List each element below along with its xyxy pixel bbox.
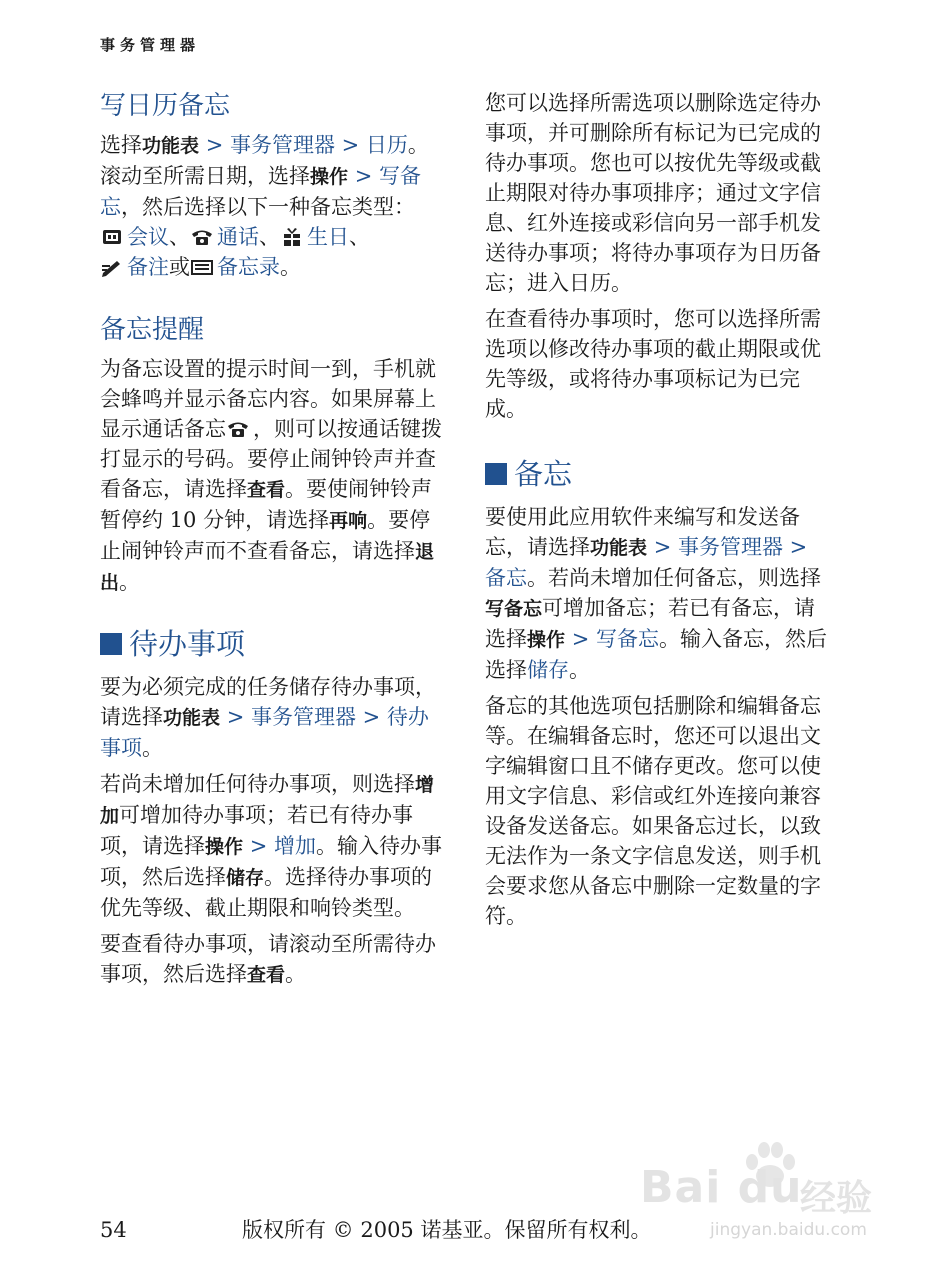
paragraph-todo-intro: 要为必须完成的任务储存待办事项，请选择功能表 > 事务管理器 > 待办事项。 xyxy=(100,675,436,760)
right-column xyxy=(485,88,830,937)
section-square-marker xyxy=(100,633,122,655)
type-call: 通话 xyxy=(217,225,259,249)
memo-icon xyxy=(100,255,124,275)
phone-icon xyxy=(190,225,214,245)
paragraph-calendar-note: 选择功能表 > 事务管理器 > 日历。滚动至所需日期，选择操作 > 写备忘，然后选择以下一种备忘类型： 会议、 通话、 生日、 备注或 备忘录。 xyxy=(100,133,429,279)
watermark-logo: Bai du xyxy=(640,1162,803,1213)
type-birthday: 生日 xyxy=(307,225,349,249)
link-term: 日历 xyxy=(365,133,408,157)
paragraph-todo-edit: 在查看待办事项时，您可以选择所需选项以修改待办事项的截止期限或优先等级，或将待办事项标记为已完成。 xyxy=(485,307,821,421)
section-title-note-alarm: 备忘提醒 xyxy=(100,315,205,345)
paragraph-notes-intro: 要使用此应用软件来编写和发送备忘，请选择功能表 > 事务管理器 > 备忘。若尚未增加任何备忘，则选择写备忘可增加备忘；若已有备忘，请选择操作 > 写备忘。输入备忘，然后选择储存。 xyxy=(485,505,827,682)
paragraph-note-alarm: 为备忘设置的提示时间一到，手机就会蜂鸣并显示备忘内容。如果屏幕上显示通话备忘 ，则可以按通话键拨打显示的号码。要停止闹钟铃声并查看备忘，请选择查看。要使闹钟铃声暂停约 10 分钟，请选择再响。要停止闹钟铃声而不查看备忘，请选择退出。 xyxy=(100,357,442,594)
copyright-notice: 版权所有 © 2005 诺基亚。保留所有权利。 xyxy=(242,1218,652,1242)
note-icon xyxy=(190,255,214,275)
page-footer xyxy=(100,1213,860,1247)
gift-icon xyxy=(280,225,304,245)
watermark-label: 经验 xyxy=(800,1178,873,1219)
section-title-calendar-note: 写日历备忘 xyxy=(100,91,231,121)
link-term: 事务管理器 xyxy=(229,133,335,157)
type-memo: 备注 xyxy=(127,255,169,279)
meeting-icon xyxy=(100,225,124,245)
section-square-marker xyxy=(485,463,507,485)
left-column xyxy=(100,88,445,996)
phone-icon xyxy=(226,417,250,437)
menu-term: 功能表 xyxy=(142,135,200,157)
section-title-notes: 备忘 xyxy=(485,454,830,494)
paragraph-notes-options: 备忘的其他选项包括删除和编辑备忘等。在编辑备忘时，您还可以退出文字编辑窗口且不储存更改。您可以使用文字信息、彩信或红外连接向兼容设备发送备忘。如果备忘过长，以致无法作为一条文字信息发送，则手机会要求您从备忘中删除一定数量的字符。 xyxy=(485,694,821,928)
paragraph-todo-options: 您可以选择所需选项以删除选定待办事项，并可删除所有标记为已完成的待办事项。您也可以按优先等级或截止期限对待办事项排序；通过文字信息、红外连接或彩信向另一部手机发送待办事项；将待办事项存为日历备忘；进入日历。 xyxy=(485,91,821,295)
section-title-todo: 待办事项 xyxy=(100,624,445,664)
type-reminder: 备忘录 xyxy=(217,255,280,279)
type-meeting: 会议 xyxy=(127,225,169,249)
paragraph-todo-view: 要查看待办事项，请滚动至所需待办事项，然后选择查看。 xyxy=(100,932,436,986)
page-number: 54 xyxy=(100,1218,127,1242)
menu-term: 操作 xyxy=(310,166,349,188)
running-header: 事务管理器 xyxy=(100,36,201,54)
watermark-url: jingyan.baidu.com xyxy=(710,1220,867,1240)
link-term: 写备忘 xyxy=(100,164,421,219)
paragraph-todo-add: 若尚未增加任何待办事项，则选择增加可增加待办事项；若已有待办事项，请选择操作 > 增加。输入待办事项，然后选择储存。选择待办事项的优先等级、截止期限和响铃类型。 xyxy=(100,772,442,920)
